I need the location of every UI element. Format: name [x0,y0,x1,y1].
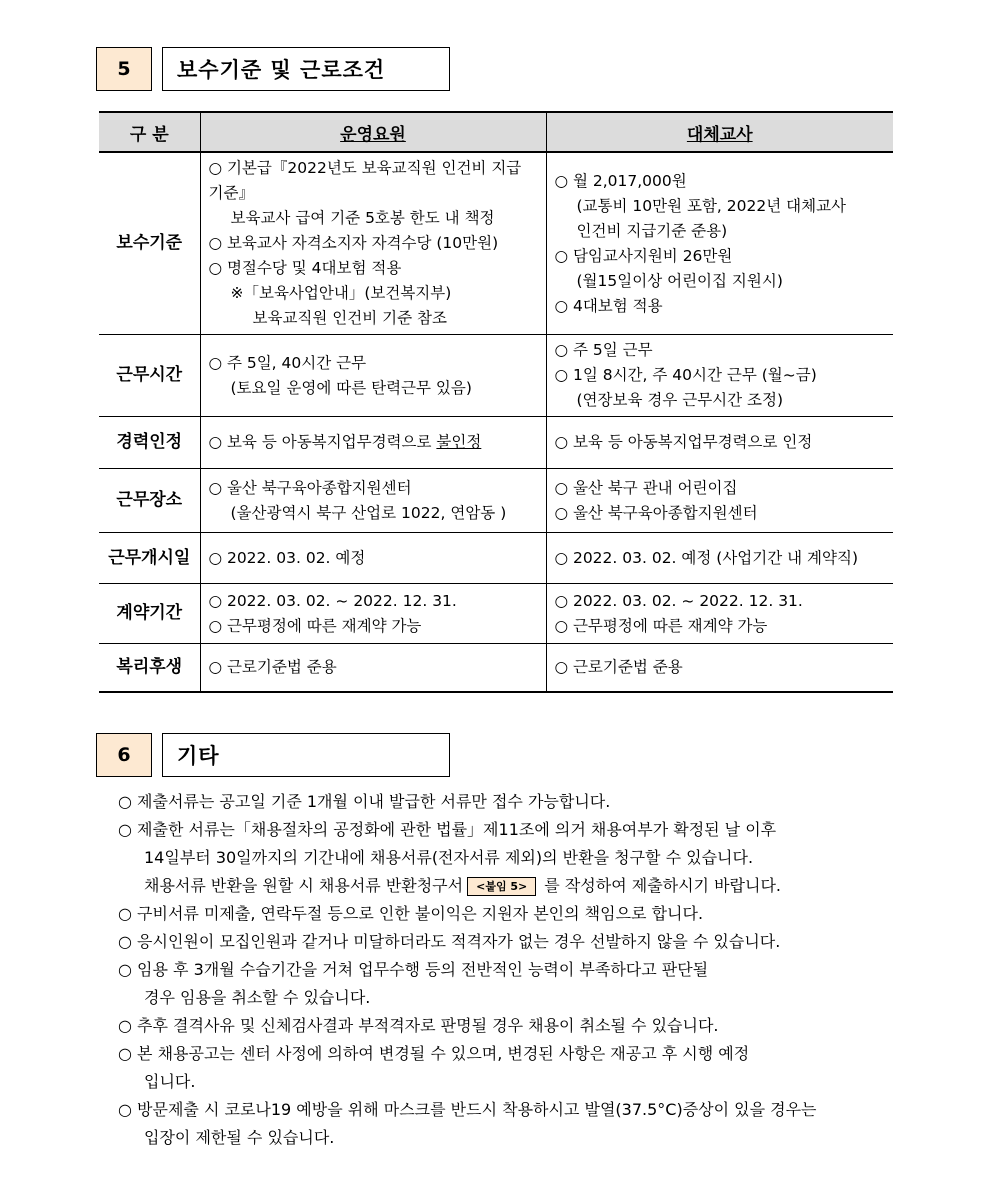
header-operator: 운영요원 [200,112,546,152]
notes-list [118,788,908,1152]
list-item: ○ 제출한 서류는「채용절차의 공정화에 관한 법률」제11조에 의거 채용여부가 확정된 날 이후 [118,820,777,839]
list-item: 경우 임용을 취소할 수 있습니다. [144,988,371,1007]
list-item: 채용서류 반환을 원할 시 채용서류 반환청구서 <붙임 5> 를 작성하여 제출하시기 바랍니다. [144,876,782,895]
row-label: 경력인정 [99,417,200,469]
list-item: 입니다. [144,1072,196,1091]
operator-cell: ○ 주 5일, 40시간 근무 (토요일 운영에 따른 탄력근무 있음) [200,335,546,417]
table-row [99,644,893,692]
substitute-cell: ○ 근로기준법 준용 [546,644,893,692]
operator-cell: ○ 기본급『2022년도 보육교직원 인건비 지급 기준』 보육교사 급여 기준 5호봉 한도 내 책정 ○ 보육교사 자격소지자 자격수당 (10만원) ○ 명절수당 및 4대보험 적용 ※「보육사업안내」(보건복지부) 보육교직원 인건비 기준 참조 [200,152,546,335]
header-substitute: 대체교사 [546,112,893,152]
header-category: 구 분 [99,112,200,152]
list-item: 입장이 제한될 수 있습니다. [144,1128,335,1147]
table-row [99,469,893,533]
list-item: ○ 제출서류는 공고일 기준 1개월 이내 발급한 서류만 접수 가능합니다. [118,792,611,811]
attachment-tag: <붙임 5> [467,877,536,896]
operator-cell: ○ 2022. 03. 02. ~ 2022. 12. 31. ○ 근무평정에 따른 재계약 가능 [200,584,546,644]
table-header-row [99,112,893,152]
list-item: 14일부터 30일까지의 기간내에 채용서류(전자서류 제외)의 반환을 청구할 수 있습니다. [144,848,754,867]
row-label: 근무장소 [99,469,200,533]
section-number: 6 [96,733,152,777]
table-row [99,533,893,584]
table-row [99,335,893,417]
substitute-cell: ○ 주 5일 근무 ○ 1일 8시간, 주 40시간 근무 (월~금) (연장보육 경우 근무시간 조정) [546,335,893,417]
table-row [99,152,893,335]
substitute-cell: ○ 2022. 03. 02. ~ 2022. 12. 31. ○ 근무평정에 따른 재계약 가능 [546,584,893,644]
list-item: ○ 방문제출 시 코로나19 예방을 위해 마스크를 반드시 착용하시고 발열(37.5°C)증상이 있을 경우는 [118,1100,817,1119]
work-conditions-table [99,111,893,693]
substitute-cell: ○ 월 2,017,000원 (교통비 10만원 포함, 2022년 대체교사 인건비 지급기준 준용) ○ 담임교사지원비 26만원 (월15일이상 어린이집 지원시) ○ 4대보험 적용 [546,152,893,335]
list-item: ○ 응시인원이 모집인원과 같거나 미달하더라도 적격자가 없는 경우 선발하지 않을 수 있습니다. [118,932,781,951]
substitute-cell: ○ 보육 등 아동복지업무경력으로 인정 [546,417,893,469]
section-title: 기타 [162,733,450,777]
table-row [99,584,893,644]
substitute-cell: ○ 울산 북구 관내 어린이집 ○ 울산 북구육아종합지원센터 [546,469,893,533]
list-item: ○ 임용 후 3개월 수습기간을 거쳐 업무수행 등의 전반적인 능력이 부족하다고 판단될 [118,960,709,979]
row-label: 근무개시일 [99,533,200,584]
section-title: 보수기준 및 근로조건 [162,47,450,91]
row-label: 근무시간 [99,335,200,417]
operator-cell: ○ 2022. 03. 02. 예정 [200,533,546,584]
list-item: ○ 본 채용공고는 센터 사정에 의하여 변경될 수 있으며, 변경된 사항은 재공고 후 시행 예정 [118,1044,750,1063]
operator-cell: ○ 울산 북구육아종합지원센터 (울산광역시 북구 산업로 1022, 연암동 ) [200,469,546,533]
section-6-header [96,733,456,777]
table-row [99,417,893,469]
list-item: ○ 추후 결격사유 및 신체검사결과 부적격자로 판명될 경우 채용이 취소될 수 있습니다. [118,1016,719,1035]
operator-cell: ○ 근로기준법 준용 [200,644,546,692]
row-label: 복리후생 [99,644,200,692]
section-5-header [96,47,456,91]
row-label: 보수기준 [99,152,200,335]
list-item: ○ 구비서류 미제출, 연락두절 등으로 인한 불이익은 지원자 본인의 책임으로 합니다. [118,904,704,923]
substitute-cell: ○ 2022. 03. 02. 예정 (사업기간 내 계약직) [546,533,893,584]
operator-cell: ○ 보육 등 아동복지업무경력으로 불인정 [200,417,546,469]
row-label: 계약기간 [99,584,200,644]
section-number: 5 [96,47,152,91]
